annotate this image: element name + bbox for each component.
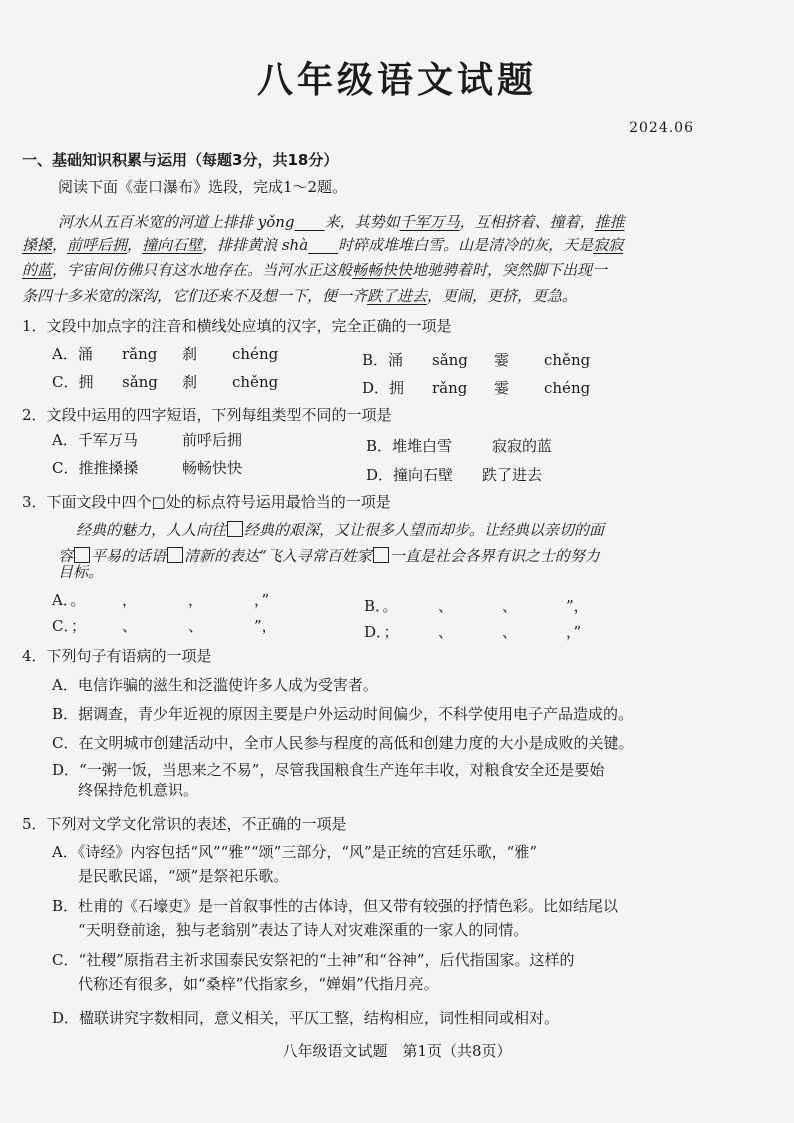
blank bbox=[295, 213, 325, 231]
punctuation-box bbox=[373, 547, 389, 563]
question-2-option-c[interactable]: C．推推搡搡 畅畅快快 bbox=[52, 459, 243, 477]
question-5-option-a[interactable]: A．《诗经》内容包括“风”“雅”“颂”三部分，“风”是正统的宫廷乐歌，“雅” 是民歌民谣，“颂”是祭祀乐歌。 bbox=[52, 843, 538, 885]
reading-instruction: 阅读下面《壶口瀑布》选段，完成1～2题。 bbox=[58, 178, 348, 196]
question-5-option-c[interactable]: C．“社稷”原指君主祈求国泰民安祭祀的“土神”和“谷神”，后代指国家。这样的 代称还有很多，如“桑梓”代指家乡，“婵娟”代指月亮。 bbox=[52, 951, 575, 993]
question-4-stem: 4．下列句子有语病的一项是 bbox=[22, 647, 212, 665]
blank bbox=[308, 236, 338, 254]
question-5-stem: 5．下列对文学文化常识的表述，不正确的一项是 bbox=[22, 815, 347, 833]
question-2-option-d[interactable]: D．撞向石壁 跌了进去 bbox=[366, 466, 543, 484]
question-4-option-c[interactable]: C．在文明城市创建活动中，全市人民参与程度的高低和创建力度的大小是成败的关键。 bbox=[52, 734, 634, 752]
question-4-option-a[interactable]: A．电信诈骗的滋生和泛滥使许多人成为受害者。 bbox=[52, 676, 378, 694]
question-2-option-a[interactable]: A．千军万马 前呼后拥 bbox=[52, 431, 243, 449]
section-heading: 一、基础知识积累与运用（每题3分，共18分） bbox=[22, 151, 339, 169]
punctuation-box bbox=[167, 547, 183, 563]
question-2-option-b[interactable]: B．堆堆白雪 寂寂的蓝 bbox=[366, 437, 553, 455]
passage-line-1: 河水从五百米宽的河道上排排 yǒng 来，其势如千军万马，互相挤着、撞着，推推 bbox=[58, 213, 625, 231]
question-4-option-d[interactable]: D．“一粥一饭，当思来之不易”，尽管我国粮食生产连年丰收，对粮食安全还是要始 终保持危机意识。 bbox=[52, 761, 605, 799]
question-1-option-c[interactable]: C．拥 sǎng 刹 chěng bbox=[52, 373, 279, 391]
punctuation-box bbox=[74, 547, 90, 563]
question-3-stem: 3．下面文段中四个□处的标点符号运用最恰当的一项是 bbox=[22, 493, 391, 511]
question-4-option-b[interactable]: B．据调查，青少年近视的原因主要是户外运动时间偏少，不科学使用电子产品造成的。 bbox=[52, 705, 634, 723]
question-1-option-d[interactable]: D．拥 rǎng 霎 chéng bbox=[362, 379, 591, 397]
question-3-option-d[interactable]: D．； 、 、 ，” bbox=[364, 623, 582, 641]
question-3-text-line-2: 容 平易的话语 清新的表达“飞入寻常百姓家 一直是社会各界有识之士的努力 bbox=[58, 547, 600, 565]
question-1-stem: 1．文段中加点字的注音和横线处应填的汉字，完全正确的一项是 bbox=[22, 317, 452, 335]
question-5-option-b[interactable]: B．杜甫的《石壕吏》是一首叙事性的古体诗，但又带有较强的抒情色彩。比如结尾以 “天明登前途，独与老翁别”表达了诗人对灾难深重的一家人的同情。 bbox=[52, 897, 619, 939]
question-3-option-c[interactable]: C．； 、 、 ”， bbox=[52, 617, 277, 635]
passage-line-2: 搡搡，前呼后拥，撞向石壁，排排黄浪 shà 时碎成堆堆白雪。山是清冷的灰，天是寂寂 bbox=[22, 236, 624, 254]
question-3-text-line-3: 目标。 bbox=[58, 563, 104, 581]
page-title: 八年级语文试题 bbox=[256, 60, 537, 101]
question-2-stem: 2．文段中运用的四字短语，下列每组类型不同的一项是 bbox=[22, 406, 392, 424]
question-5-option-d[interactable]: D．楹联讲究字数相同，意义相关，平仄工整，结构相应，词性相同或相对。 bbox=[52, 1009, 560, 1027]
question-1-option-a[interactable]: A．涌 rǎng 刹 chéng bbox=[52, 345, 279, 363]
punctuation-box bbox=[227, 521, 243, 537]
question-1-option-b[interactable]: B．涌 sǎng 霎 chěng bbox=[362, 351, 591, 369]
question-3-option-a[interactable]: A．。 ， ， ，” bbox=[52, 591, 270, 609]
page-footer: 八年级语文试题 第1页（共8页） bbox=[282, 1042, 512, 1060]
passage-line-3: 的蓝，宇宙间仿佛只有这水地存在。当河水正这般畅畅快快地驰骋着时，突然脚下出现一 bbox=[22, 261, 608, 279]
question-3-option-b[interactable]: B．。 、 、 ”， bbox=[364, 597, 589, 615]
exam-date: 2024.06 bbox=[629, 120, 694, 136]
passage-line-4: 条四十多米宽的深沟，它们还来不及想一下，便一齐跌了进去，更闹，更挤，更急。 bbox=[22, 287, 578, 305]
question-3-text-line-1: 经典的魅力，人人向往 经典的艰深，又让很多人望而却步。让经典以亲切的面 bbox=[76, 521, 605, 539]
